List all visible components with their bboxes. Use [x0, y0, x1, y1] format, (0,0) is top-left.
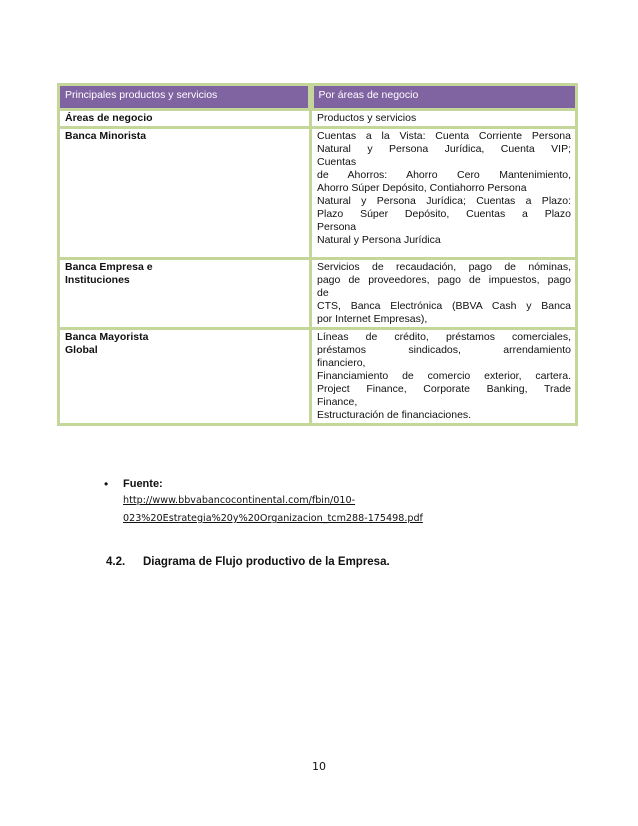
source-label: Fuente:	[123, 478, 163, 490]
bullet-icon: •	[104, 477, 109, 491]
area-cell	[59, 259, 311, 329]
products-cell	[311, 259, 577, 329]
product-line: Servicios de recaudación, pago de nóminas,	[317, 261, 571, 273]
area-label: Global	[65, 344, 98, 356]
source-link-line: 023%20Estrategia%20y%20Organizacion_tcm288-175498.pdf	[123, 513, 423, 524]
product-line: financiero,	[317, 357, 366, 369]
area-cell	[59, 329, 311, 425]
table-header-row	[59, 85, 577, 110]
product-line: Cuentas a la Vista: Cuenta Corriente Persona	[317, 130, 571, 142]
table-row	[59, 259, 577, 329]
area-label: Instituciones	[65, 274, 130, 286]
table-row	[59, 329, 577, 425]
product-line: Cuentas	[317, 156, 357, 168]
section-title: Diagrama de Flujo productivo de la Empresa.	[143, 556, 390, 568]
product-line: Plazo Súper Depósito, Cuentas a Plazo	[317, 208, 571, 220]
product-line: Financiamiento de comercio exterior, cartera.	[317, 370, 571, 382]
header-cell-areas: Por áreas de negocio	[311, 85, 577, 110]
product-line: préstamos sindicados, arrendamiento	[317, 344, 571, 356]
product-line: de Ahorros: Ahorro Cero Mantenimiento,	[317, 169, 571, 181]
product-line: Persona	[317, 221, 357, 233]
section-number: 4.2.	[106, 556, 126, 568]
spacer	[317, 247, 571, 256]
product-line: Líneas de crédito, préstamos comerciales,	[317, 331, 571, 343]
product-line: CTS, Banca Electrónica (BBVA Cash y Banca	[317, 300, 571, 312]
source-link[interactable]	[123, 492, 543, 528]
table-row	[59, 128, 577, 259]
source-link-line: http://www.bbvabancocontinental.com/fbin/010-	[123, 495, 356, 506]
area-label: Banca Minorista	[65, 130, 147, 142]
header-cell-products: Principales productos y servicios	[59, 85, 311, 110]
area-label: Banca Empresa e	[65, 261, 153, 273]
subheader-cell-products: Productos y servicios	[311, 110, 577, 128]
product-line: Estructuración de financiaciones.	[317, 409, 472, 421]
products-cell	[311, 128, 577, 259]
product-line: Ahorro Súper Depósito, Contiahorro Persona	[317, 182, 527, 194]
products-table	[57, 83, 578, 426]
product-line: Project Finance, Corporate Banking, Trade	[317, 383, 571, 395]
product-line: por Internet Empresas),	[317, 313, 428, 325]
page-number: 10	[312, 760, 326, 773]
product-line: Finance,	[317, 396, 358, 408]
product-line: Natural y Persona Jurídica, Cuenta VIP;	[317, 143, 571, 155]
table-subheader-row	[59, 110, 577, 128]
product-line: de	[317, 287, 329, 299]
product-line: Natural y Persona Jurídica	[317, 234, 441, 246]
product-line: Natural y Persona Jurídica; Cuentas a Plazo:	[317, 195, 571, 207]
area-label: Banca Mayorista	[65, 331, 149, 343]
subheader-cell-areas: Áreas de negocio	[59, 110, 311, 128]
area-cell	[59, 128, 311, 259]
product-line: pago de proveedores, pago de impuestos, pago	[317, 274, 571, 286]
products-cell	[311, 329, 577, 425]
